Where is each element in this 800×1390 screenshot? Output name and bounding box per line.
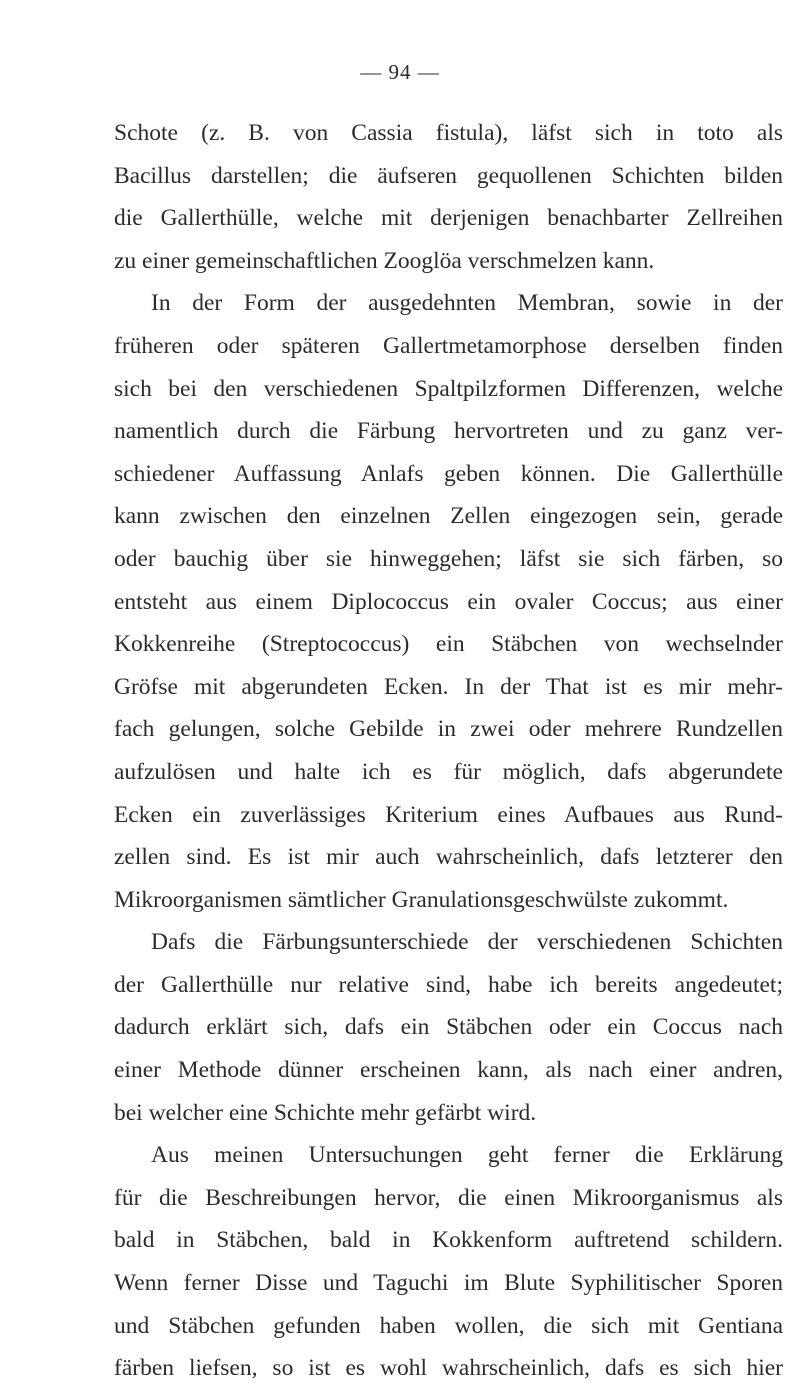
text-line: entsteht aus einem Diplococcus ein ovaler Coccus; aus einer [114,588,783,615]
text-line: für die Beschreibungen hervor, die einen Mikroorganismus als [114,1184,783,1211]
text-line: schiedener Auffassung Anlafs geben können. Die Gallerthülle [114,460,783,487]
text-line: zellen sind. Es ist mir auch wahrscheinlich, dafs letzterer den [114,844,783,871]
text-line: die Gallerthülle, welche mit derjenigen benachbarter Zellreihen [114,205,783,232]
text-line: fach gelungen, solche Gebilde in zwei oder mehrere Rundzellen [114,716,783,743]
text-line: früheren oder späteren Gallertmetamorphose derselben finden [114,332,783,359]
text-line: Mikroorganismen sämtlicher Granulationsgeschwülste zukommt. [114,886,729,913]
text-line: In der Form der ausgedehnten Membran, sowie in der [151,290,783,317]
text-line: Ecken ein zuverlässiges Kriterium eines Aufbaues aus Rund- [114,801,783,828]
text-line: bei welcher eine Schichte mehr gefärbt wird. [114,1099,537,1126]
text-line: Bacillus darstellen; die äufseren gequollenen Schichten bilden [114,162,783,189]
text-line: Wenn ferner Disse und Taguchi im Blute Syphilitischer Sporen [114,1270,783,1297]
text-line: Kokkenreihe (Streptococcus) ein Stäbchen von wechselnder [114,631,783,658]
text-line: und Stäbchen gefunden haben wollen, die sich mit Gentiana [114,1312,783,1339]
text-line: bald in Stäbchen, bald in Kokkenform auftretend schildern. [114,1227,783,1254]
text-line: Gröfse mit abgerundeten Ecken. In der That ist es mir mehr- [114,673,783,700]
text-line: Aus meinen Untersuchungen geht ferner die Erklärung [151,1142,783,1169]
text-line: sich bei den verschiedenen Spaltpilzformen Differenzen, welche [114,375,783,402]
text-line: namentlich durch die Färbung hervortreten und zu ganz ver- [114,418,783,445]
text-line: färben liefsen, so ist es wohl wahrscheinlich, dafs es sich hier [114,1355,783,1382]
text-line: der Gallerthülle nur relative sind, habe ich bereits angedeutet; [114,971,783,998]
text-line: Schote (z. B. von Cassia fistula), läfst sich in toto als [114,120,783,146]
text-line: dadurch erklärt sich, dafs ein Stäbchen oder ein Coccus nach [114,1014,783,1041]
text-line: Dafs die Färbungsunterschiede der verschiedenen Schichten [151,929,783,956]
text-line: aufzulösen und halte ich es für möglich, dafs abgerundete [114,758,783,785]
body-text [114,112,783,1390]
text-line: zu einer gemeinschaftlichen Zooglöa verschmelzen kann. [114,247,655,274]
text-line: kann zwischen den einzelnen Zellen eingezogen sein, gerade [114,503,783,530]
text-line: oder bauchig über sie hinweggehen; läfst sie sich färben, so [114,545,783,572]
text-line: einer Methode dünner erscheinen kann, als nach einer andren, [114,1057,783,1084]
page-number: — 94 — [360,60,440,84]
